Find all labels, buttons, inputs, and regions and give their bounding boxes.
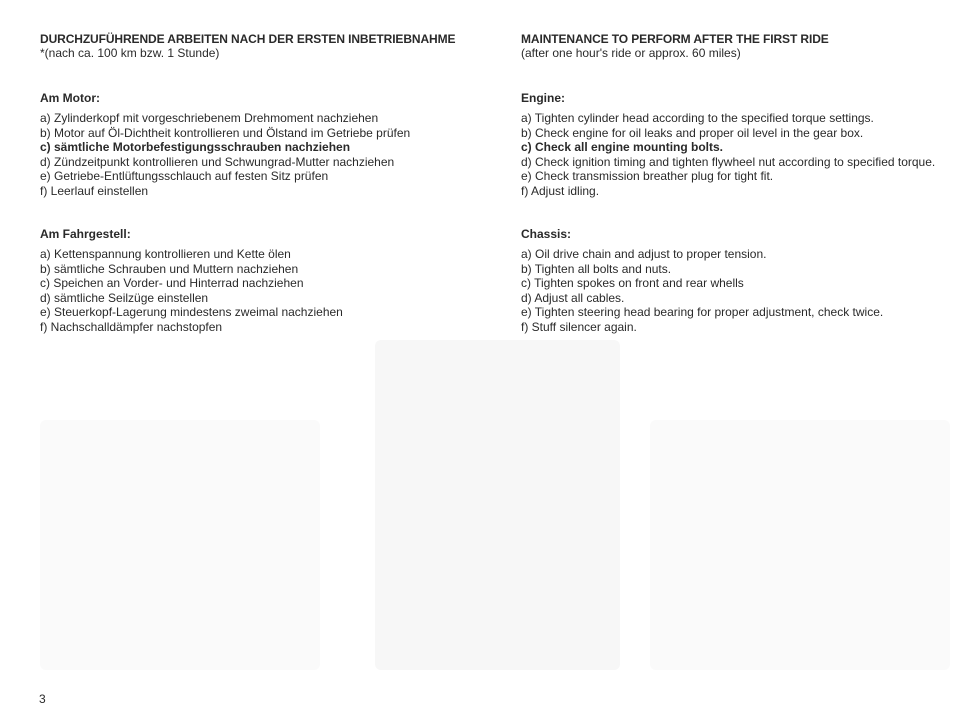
list-item: f) Stuff silencer again. (521, 319, 637, 334)
german-chassis-list (40, 247, 470, 334)
print-through-shading (375, 340, 620, 670)
list-item: e) Getriebe-Entlüftungsschlauch auf festen Sitz prüfen (40, 169, 329, 183)
list-item: a) Oil drive chain and adjust to proper tension. (521, 247, 767, 261)
list-item: e) Check transmission breather plug for tight fit. (521, 169, 774, 183)
list-item: f) Nachschalldämpfer nachstopfen (40, 319, 223, 334)
english-engine-list (521, 111, 951, 198)
list-item: d) sämtliche Seilzüge einstellen (40, 290, 209, 305)
list-item: d) Check ignition timing and tighten flywheel nut according to specified torque. (521, 154, 936, 169)
german-engine-list (40, 111, 470, 198)
english-chassis-heading: Chassis: (521, 227, 572, 241)
list-item: b) sämtliche Schrauben und Muttern nachziehen (40, 261, 299, 276)
list-item: f) Adjust idling. (521, 183, 600, 198)
list-item: a) Zylinderkopf mit vorgeschriebenem Drehmoment nachziehen (40, 111, 379, 125)
list-item: b) Motor auf Öl-Dichtheit kontrollieren und Ölstand im Getriebe prüfen (40, 125, 411, 140)
german-engine-heading: Am Motor: (40, 91, 100, 105)
english-engine-heading: Engine: (521, 91, 565, 105)
english-column (521, 32, 951, 334)
german-title: DURCHZUFÜHRENDE ARBEITEN NACH DER ERSTEN INBETRIEBNAHME (40, 32, 456, 46)
list-item: c) Speichen an Vorder- und Hinterrad nachziehen (40, 276, 304, 290)
list-item: f) Leerlauf einstellen (40, 183, 149, 198)
list-item: e) Steuerkopf-Lagerung mindestens zweimal nachziehen (40, 305, 343, 319)
list-item: b) Check engine for oil leaks and proper oil level in the gear box. (521, 125, 864, 140)
list-item: c) Tighten spokes on front and rear whells (521, 276, 744, 290)
german-chassis-heading: Am Fahrgestell: (40, 227, 131, 241)
german-column (40, 32, 470, 334)
list-item: c) sämtliche Motorbefestigungsschrauben nachziehen (40, 140, 351, 154)
print-through-shading (650, 420, 950, 670)
list-item: a) Tighten cylinder head according to the specified torque settings. (521, 111, 874, 125)
list-item: d) Zündzeitpunkt kontrollieren und Schwungrad-Mutter nachziehen (40, 154, 395, 169)
list-item: e) Tighten steering head bearing for proper adjustment, check twice. (521, 305, 884, 319)
english-chassis-list (521, 247, 951, 334)
print-through-shading (40, 420, 320, 670)
german-subtitle: *(nach ca. 100 km bzw. 1 Stunde) (40, 46, 220, 60)
list-item: b) Tighten all bolts and nuts. (521, 261, 672, 276)
english-title: MAINTENANCE TO PERFORM AFTER THE FIRST RIDE (521, 32, 829, 46)
list-item: c) Check all engine mounting bolts. (521, 140, 724, 154)
page-number: 3 (39, 692, 46, 706)
english-subtitle: (after one hour's ride or approx. 60 miles) (521, 46, 741, 60)
list-item: d) Adjust all cables. (521, 290, 625, 305)
list-item: a) Kettenspannung kontrollieren und Kette ölen (40, 247, 291, 261)
